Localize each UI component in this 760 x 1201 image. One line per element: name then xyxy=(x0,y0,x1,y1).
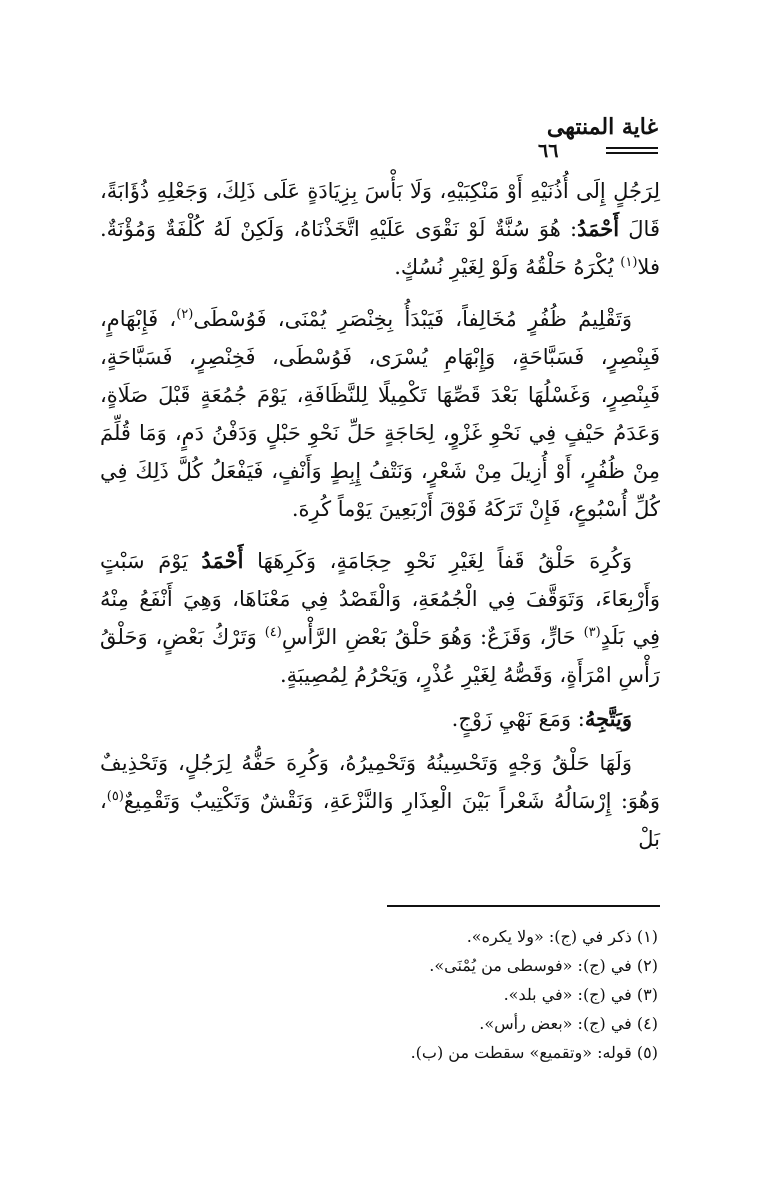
paragraph-2-text-b: ، فَإِبْهَامٍ، فَبِنْصِرٍ، فَسَبَّاحَةٍ، وَإِبْهَامِ يُسْرَى، فَوُسْطَى، فَخِنْصِرٍ، فَسَبَّاحَةٍ، فَبِنْصِرٍ، وَغَسْلُهَا بَعْدَ قَصِّهَا تَكْمِيلًا لِلنَّظَافَةِ، يَوْمَ جُمُعَةٍ قَبْلَ صَلَاةٍ، وَعَدَمُ حَيْفٍ فِي نَحْوِ غَزْوٍ، لِحَاجَةٍ حَلِّ نَحْوِ حَبْلٍ وَدَفْنُ دَمٍ، وَمَا قُلِّمَ مِنْ ظُفُرٍ، أَوْ أُزِيلَ مِنْ شَعْرٍ، وَنَتْفُ إِبِطٍ وَأَنْفٍ، فَيَفْعَلُ كُلَّ ذَلِكَ فِي كُلِّ أُسْبُوعٍ، فَإِنْ تَرَكَهُ فَوْقَ أَرْبَعِينَ يَوْماً كُرِهَ. xyxy=(100,307,660,521)
footnote-1: (١) ذكر في (ج): «ولا يكره». xyxy=(466,927,658,946)
footnote-marker-5: (٥) xyxy=(106,789,124,804)
name-ahmad: أَحْمَدُ xyxy=(577,216,620,241)
paragraph-3-text-d: وَتَرْكُ بَعْضٍ، وَحَلْقُ رَأْسِ امْرَأَةٍ، وَقَصُّهُ لِغَيْرِ عُذْرٍ، وَيَحْرُمُ لِمُصِيبَةٍ. xyxy=(100,625,660,687)
paragraph-3-text-a: وَكُرِهَ حَلْقُ قَفاً لِغَيْرِ نَحْوِ حِجَامَةٍ، وَكَرِهَهَا xyxy=(243,549,632,573)
paragraph-5-text-a: وَلَهَا حَلْقُ وَجْهٍ وَتَحْسِينُهُ وَتَحْمِيرُهُ، وَكُرِهَ حَفُّهُ لِرَجُلٍ، وَتَحْذِيفٌ وَهُوَ: إِرْسَالُهُ شَعْراً بَيْنَ الْعِذَارِ وَالنَّزْعَةِ، وَنَقْشٌ وَتَكْتِيبٌ وَتَقْمِيعٌ xyxy=(100,751,660,813)
paragraph-3-text-b: يَوْمَ سَبْتٍ وَأَرْبِعَاءَ، وَتَوَقَّفَ فِي الْجُمُعَةِ، وَالْقَصْدُ فِي مَعْنَاهَا، وَهِيَ أَنْفَعُ مِنْهُ فِي بَلَدٍ xyxy=(100,549,660,649)
footnote-marker-1: (١) xyxy=(620,255,638,270)
paragraph-5-text-b: ، بَلْ xyxy=(100,789,660,851)
footnote-2: (٢) في (ج): «فوسطى من يُمْنَى». xyxy=(429,956,658,975)
paragraph-5 xyxy=(100,744,660,858)
footnote-marker-3: (٣) xyxy=(583,625,601,640)
paragraph-1-line-3-end: يُكْرَهُ حَلْقُهُ وَلَوْ لِغَيْرِ نُسُكٍ. xyxy=(394,255,621,279)
running-header-title: غاية المنتهى xyxy=(546,114,658,140)
paragraph-1-line-1: لِرَجُلٍ إِلَى أُذُنَيْهِ أَوْ مَنْكِبَيْهِ، وَلَا بَأْسَ بِزِيَادَةٍ عَلَى ذَلِكَ، وَجَعْلِهِ ذُؤَابَةً، xyxy=(100,179,660,203)
header-rule-top xyxy=(606,147,658,149)
name-ahmad-2: أَحْمَدُ xyxy=(201,548,244,573)
footnote-4: (٤) في (ج): «بعض رأس». xyxy=(479,1014,658,1033)
paragraph-2 xyxy=(100,300,660,528)
footnotes xyxy=(178,922,658,1067)
paragraph-3-text-c: حَارٍّ، وَقَزَعٌ: وَهُوَ حَلْقُ بَعْضِ الرَّأْسِ xyxy=(281,625,584,649)
paragraph-2-text-a: وَتَقْلِيمُ ظُفُرٍ مُخَالِفاً، فَيَبْدَأُ بِخِنْصَرِ يُمْنَى، فَوُسْطَى xyxy=(193,307,633,331)
paragraph-3 xyxy=(100,542,660,694)
footnote-separator xyxy=(387,905,660,907)
main-text xyxy=(100,172,660,858)
paragraph-1-line-3-start: فلا xyxy=(637,255,660,279)
footnote-marker-2: (٢) xyxy=(176,307,194,322)
page-number: ٦٦ xyxy=(538,140,559,162)
footnote-3: (٣) في (ج): «في بلد». xyxy=(503,985,658,1004)
header-rule-bottom xyxy=(606,152,658,154)
paragraph-4 xyxy=(100,700,660,738)
footnote-marker-4: (٤) xyxy=(264,625,282,640)
paragraph-4-text: : وَمَعَ نَهْيِ زَوْجٍ. xyxy=(451,707,585,731)
paragraph-1 xyxy=(100,172,660,286)
paragraph-1-line-2-end: : هُوَ سُنَّةٌ لَوْ نَقْوَى عَلَيْهِ اتَّخَذْنَاهُ، وَلَكِنْ لَهُ كُلْفَةٌ وَمُؤْنَةٌ. xyxy=(100,217,578,241)
term-yattajih: وَيَتَّجِهُ xyxy=(584,706,632,731)
footnote-5: (٥) قوله: «وتقميع» سقطت من (ب). xyxy=(410,1043,658,1062)
paragraph-1-line-2-start: قَالَ xyxy=(619,217,660,241)
